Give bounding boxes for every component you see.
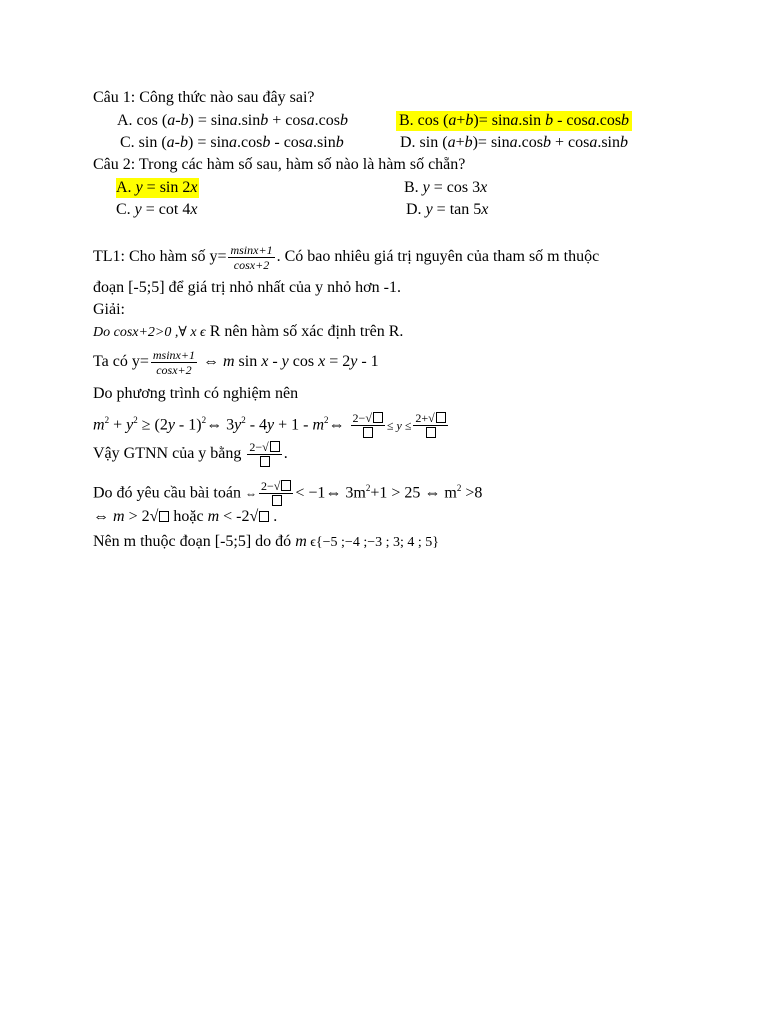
placeholder-box-icon — [281, 480, 291, 491]
fraction: 2−√ — [247, 440, 281, 469]
tl1-problem-line-1: TL1: Cho hàm số y= $\frac{msinx+1}{\cos x+2}$ . Có bao nhiêu giá trị nguyên của tham số m thuộc — [93, 242, 600, 272]
fraction: $\frac{msinx+1}{\cos x+2}$ — [230, 242, 273, 272]
tl1-problem-line-2: đoạn [-5;5] để giá trị nhỏ nhất của y nhỏ hơn -1. — [93, 279, 401, 296]
question-1: Câu 1: Công thức nào sau đây sai? — [93, 89, 315, 106]
solution-line-2: Ta có y= $\frac{msinx+1}{\cos x+2}$ ⇔ m sin x - y cos x = 2y - 1 — [93, 347, 379, 377]
q1-option-b-highlighted: B. cos (a+b)= sina.sin b - cosa.cosb — [396, 111, 632, 131]
q1-option-a: A. cos (a-b) = sina.sinb + cosa.cosb — [117, 112, 348, 129]
placeholder-box-icon — [272, 495, 282, 506]
placeholder-box-icon — [259, 511, 269, 522]
solution-line-7: ⇔ m > 2√ hoặc m < -2√ . — [93, 508, 278, 525]
q2-option-d: D. y = tan 5x — [406, 201, 489, 218]
fraction: 2−√ — [259, 479, 293, 508]
solution-line-4: $m^2 + y^2 \ge (2y$ - 1)$^2$⇔ $3y^2 - 4y + 1$ - $m^2\Leftrightarrow$ 2−√ ≤ y ≤ 2+√ — [93, 404, 450, 441]
placeholder-box-icon — [159, 511, 169, 522]
q1-option-c: C. sin (a-b) = sina.cosb - cosa.sinb — [120, 134, 344, 151]
solution-line-8: Nên m thuộc đoạn [-5;5] do đó m ϵ{−5 ;−4 ;−3 ; 3; 4 ; 5} — [93, 533, 439, 550]
q1-option-d: D. sin (a+b)= sina.cosb + cosa.sinb — [400, 134, 628, 151]
q2-option-b: B. y = cos 3x — [404, 179, 488, 196]
solution-line-6: Do đó yêu cầu bài toán ⇔ 2−√ < −1⇔ $3m^2+1 > 25$ ⇔ $m^2 >8$ — [93, 472, 482, 509]
placeholder-box-icon — [260, 456, 270, 467]
fraction: $\frac{msinx+1}{\cos x+2}$ — [152, 347, 195, 377]
solution-line-1: Do cosx+2>0 ,∀ x ϵ R nên hàm số xác định trên R. — [93, 323, 404, 340]
placeholder-box-icon — [436, 412, 446, 423]
solution-title: Giải: — [93, 301, 125, 318]
solution-line-3: Do phương trình có nghiệm nên — [93, 385, 299, 402]
placeholder-box-icon — [363, 427, 373, 438]
fraction: 2−√ — [351, 411, 385, 440]
placeholder-box-icon — [426, 427, 436, 438]
placeholder-box-icon — [373, 412, 383, 423]
q2-option-a-highlighted: A. y = sin 2x — [116, 179, 198, 196]
question-2: Câu 2: Trong các hàm số sau, hàm số nào là hàm số chẵn? — [93, 156, 466, 173]
fraction: 2+√ — [413, 411, 447, 440]
solution-line-5: Vậy GTNN của y bằng 2−√ . — [93, 438, 288, 470]
q2-option-c: C. y = cot 4x — [116, 201, 198, 218]
placeholder-box-icon — [270, 441, 280, 452]
